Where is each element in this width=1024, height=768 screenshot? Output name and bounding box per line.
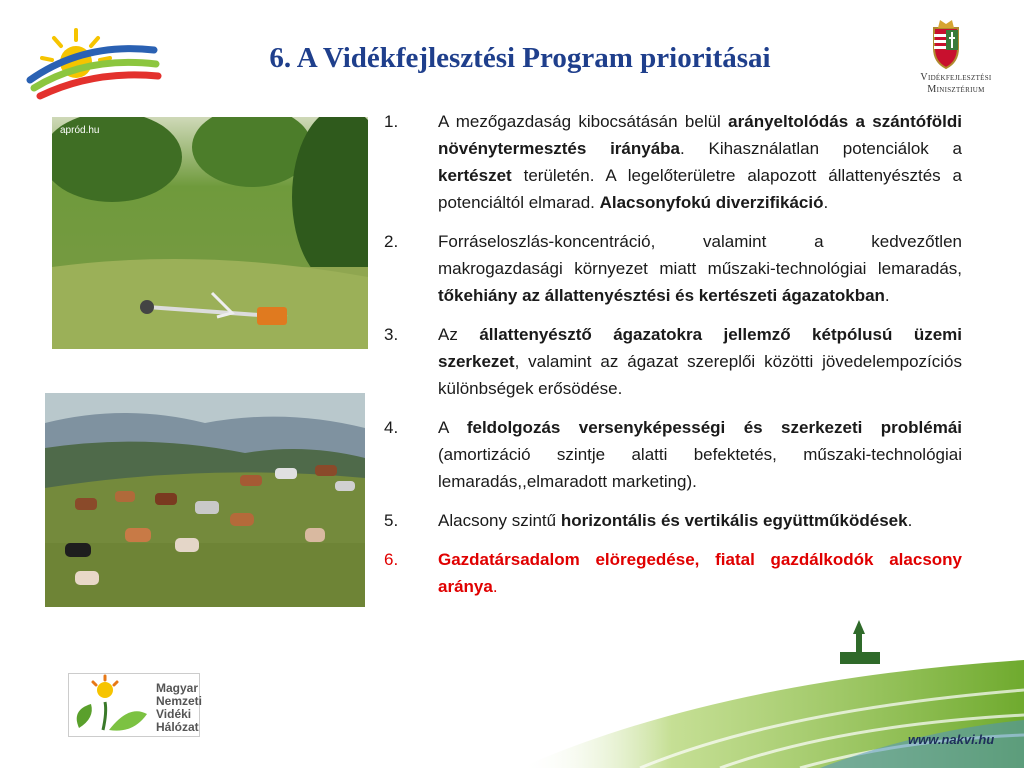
- network-line2: Nemzeti: [156, 694, 203, 708]
- body-text: Forráseloszlás-koncentráció, valamint a kedvezőtlen makrogazdasági környezet miatt műszaki-technológiai lemaradás,: [438, 232, 962, 278]
- emphasis-text: horizontális és vertikális együttműködések: [560, 511, 908, 530]
- emphasis-text: feldolgozás versenyképességi és szerkezeti problémái: [466, 418, 962, 437]
- network-name: [156, 682, 202, 734]
- body-text: .: [492, 577, 498, 596]
- priority-list: [384, 108, 962, 612]
- emphasis-text: Gazdatársadalom elöregedése, fiatal gazdálkodók alacsony aránya: [438, 550, 962, 596]
- body-text: A: [438, 418, 467, 437]
- body-text: A mezőgazdaság kibocsátásán belül: [438, 112, 729, 131]
- list-number: 3.: [384, 325, 399, 344]
- cattle-photo: [45, 393, 365, 607]
- ministry-line2: Minisztérium: [927, 84, 985, 95]
- list-number: 1.: [384, 112, 399, 131]
- meadow-photo: [52, 117, 368, 349]
- body-text: .: [884, 286, 890, 305]
- list-number: 5.: [384, 511, 399, 530]
- network-line3: Vidéki: [156, 707, 192, 721]
- body-text: .: [907, 511, 913, 530]
- list-item: [384, 546, 962, 600]
- list-item: [384, 228, 962, 309]
- ministry-line1: Vidékfejlesztési: [920, 72, 992, 83]
- photo-watermark: apród.hu: [60, 125, 100, 136]
- body-text: . Kihasználatlan potenciálok a: [680, 139, 962, 158]
- page-title: 6. A Vidékfejlesztési Program prioritásai: [269, 42, 771, 74]
- list-number: 4.: [384, 418, 399, 437]
- body-text: Alacsony szintű: [438, 511, 561, 530]
- body-text: (amortizáció szintje alatti befektetés, műszaki-technológiai lemaradás,,elmaradott marketing).: [438, 445, 962, 491]
- emphasis-text: tőkehiány az állattenyésztési és kertészeti ágazatokban: [438, 286, 885, 305]
- emphasis-text: állattenyésztő ágazatokra jellemző kétpólusú üzemi szerkezet: [438, 325, 962, 371]
- website-url[interactable]: www.nakvi.hu: [908, 732, 995, 747]
- ministry-name: [896, 72, 1016, 96]
- list-number: 6.: [384, 550, 399, 569]
- body-text: .: [823, 193, 829, 212]
- body-text: , valamint az ágazat szereplői közötti jövedelempozíciós különbségek erősödése.: [438, 352, 962, 398]
- list-item: [384, 414, 962, 495]
- emphasis-text: Alacsonyfokú diverzifikáció: [599, 193, 824, 212]
- church-icon: [840, 620, 880, 664]
- emphasis-text: kertészet: [438, 166, 512, 185]
- coat-of-arms-icon: [926, 18, 966, 70]
- emphasis-text: arányeltolódás a szántóföldi növénytermesztés irányába: [438, 112, 962, 158]
- list-number: 2.: [384, 232, 399, 251]
- body-text: területén. A legelőterületre alapozott állattenyésztés a potenciáltól elmarad.: [438, 166, 962, 212]
- flower-leaf-icon: [69, 674, 153, 734]
- list-item: [384, 321, 962, 402]
- list-item: [384, 108, 962, 216]
- network-line1: Magyar: [156, 681, 199, 695]
- sun-rainbow-logo: [24, 22, 164, 102]
- list-item: [384, 507, 962, 534]
- body-text: Az: [438, 325, 480, 344]
- network-line4: Hálózat: [156, 720, 199, 734]
